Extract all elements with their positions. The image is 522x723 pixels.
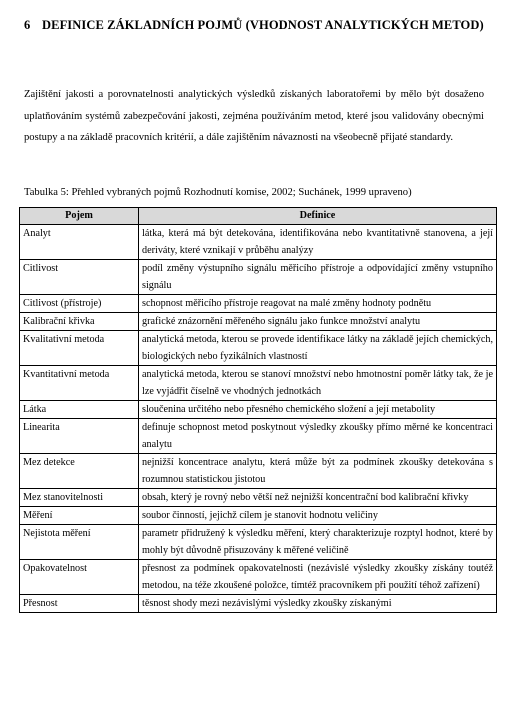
definition-cell: grafické znázornění měřeného signálu jako funkce množství analytu xyxy=(139,313,497,331)
table-row xyxy=(20,489,497,507)
term-cell: Citlivost xyxy=(20,260,139,295)
term-cell: Přesnost xyxy=(20,595,139,613)
table-row xyxy=(20,560,497,595)
term-cell: Kvantitativní metoda xyxy=(20,366,139,401)
definition-cell: soubor činností, jejichž cílem je stanovit hodnotu veličiny xyxy=(139,507,497,525)
table-row xyxy=(20,525,497,560)
definition-cell: analytická metoda, kterou se provede identifikace látky na základě jejích chemických, biologických nebo fyzikálních vlastností xyxy=(139,331,497,366)
header-definition: Definice xyxy=(139,208,497,225)
table-row xyxy=(20,454,497,489)
term-cell: Kvalitativní metoda xyxy=(20,331,139,366)
definition-cell: parametr přidružený k výsledku měření, který charakterizuje rozptyl hodnot, které by mohly být důvodně přisuzovány k měřené veličině xyxy=(139,525,497,560)
term-cell: Mez stanovitelnosti xyxy=(20,489,139,507)
table-row xyxy=(20,419,497,454)
definition-cell: přesnost za podmínek opakovatelnosti (nezávislé výsledky zkoušky získány toutéž metodou, na téže zkoušené položce, tímtéž pracovníkem při použití téhož zařízení) xyxy=(139,560,497,595)
term-cell: Látka xyxy=(20,401,139,419)
table-row xyxy=(20,260,497,295)
table-caption: Tabulka 5: Přehled vybraných pojmů Rozhodnutí komise, 2002; Suchánek, 1999 upraveno) xyxy=(24,187,412,198)
section-title: DEFINICE ZÁKLADNÍCH POJMŮ (VHODNOST ANALYTICKÝCH METOD) xyxy=(42,18,484,32)
table-row xyxy=(20,595,497,613)
section-heading xyxy=(24,14,504,36)
definition-cell: definuje schopnost metod poskytnout výsledky zkoušky přímo měrné ke koncentraci analytu xyxy=(139,419,497,454)
term-cell: Nejistota měření xyxy=(20,525,139,560)
header-term: Pojem xyxy=(20,208,139,225)
definition-cell: látka, která má být detekována, identifikována nebo kvantitativně stanovena, a její deriváty, které vznikají v průběhu analýzy xyxy=(139,225,497,260)
term-cell: Linearita xyxy=(20,419,139,454)
term-cell: Kalibrační křivka xyxy=(20,313,139,331)
intro-paragraph: Zajištění jakosti a porovnatelnosti analytických výsledků získaných laboratořemi by mělo být dosaženo uplatňováním systémů zabezpečování jakosti, zejména používáním metod, které jsou validovány obecnými postupy a na základě pracovních kritérií, a dále zajištěním návaznosti na všeobecně přijaté standardy. xyxy=(24,89,484,143)
definition-cell: sloučenina určitého nebo přesného chemického složení a její metabolity xyxy=(139,401,497,419)
table-row xyxy=(20,331,497,366)
term-cell: Citlivost (přístroje) xyxy=(20,295,139,313)
definition-cell: analytická metoda, kterou se stanoví množství nebo hmotnostní poměr látky tak, že je lze vyjádřit číselně ve vhodných jednotkách xyxy=(139,366,497,401)
table-row xyxy=(20,401,497,419)
definition-cell: nejnižší koncentrace analytu, která může být za podmínek zkoušky detekována s rozumnou statistickou jistotou xyxy=(139,454,497,489)
table-row xyxy=(20,507,497,525)
term-cell: Měření xyxy=(20,507,139,525)
term-cell: Analyt xyxy=(20,225,139,260)
table-header-row xyxy=(20,208,497,225)
table-row xyxy=(20,295,497,313)
definition-cell: schopnost měřicího přístroje reagovat na malé změny hodnoty podnětu xyxy=(139,295,497,313)
definition-cell: obsah, který je rovný nebo větší než nejnižší koncentrační bod kalibrační křivky xyxy=(139,489,497,507)
definition-cell: podíl změny výstupního signálu měřicího přístroje a odpovídající změny vstupního signálu xyxy=(139,260,497,295)
definitions-table xyxy=(19,207,497,613)
table-row xyxy=(20,313,497,331)
term-cell: Mez detekce xyxy=(20,454,139,489)
term-cell: Opakovatelnost xyxy=(20,560,139,595)
table-row xyxy=(20,225,497,260)
table-row xyxy=(20,366,497,401)
section-number: 6 xyxy=(24,18,31,32)
definition-cell: těsnost shody mezi nezávislými výsledky zkoušky získanými xyxy=(139,595,497,613)
